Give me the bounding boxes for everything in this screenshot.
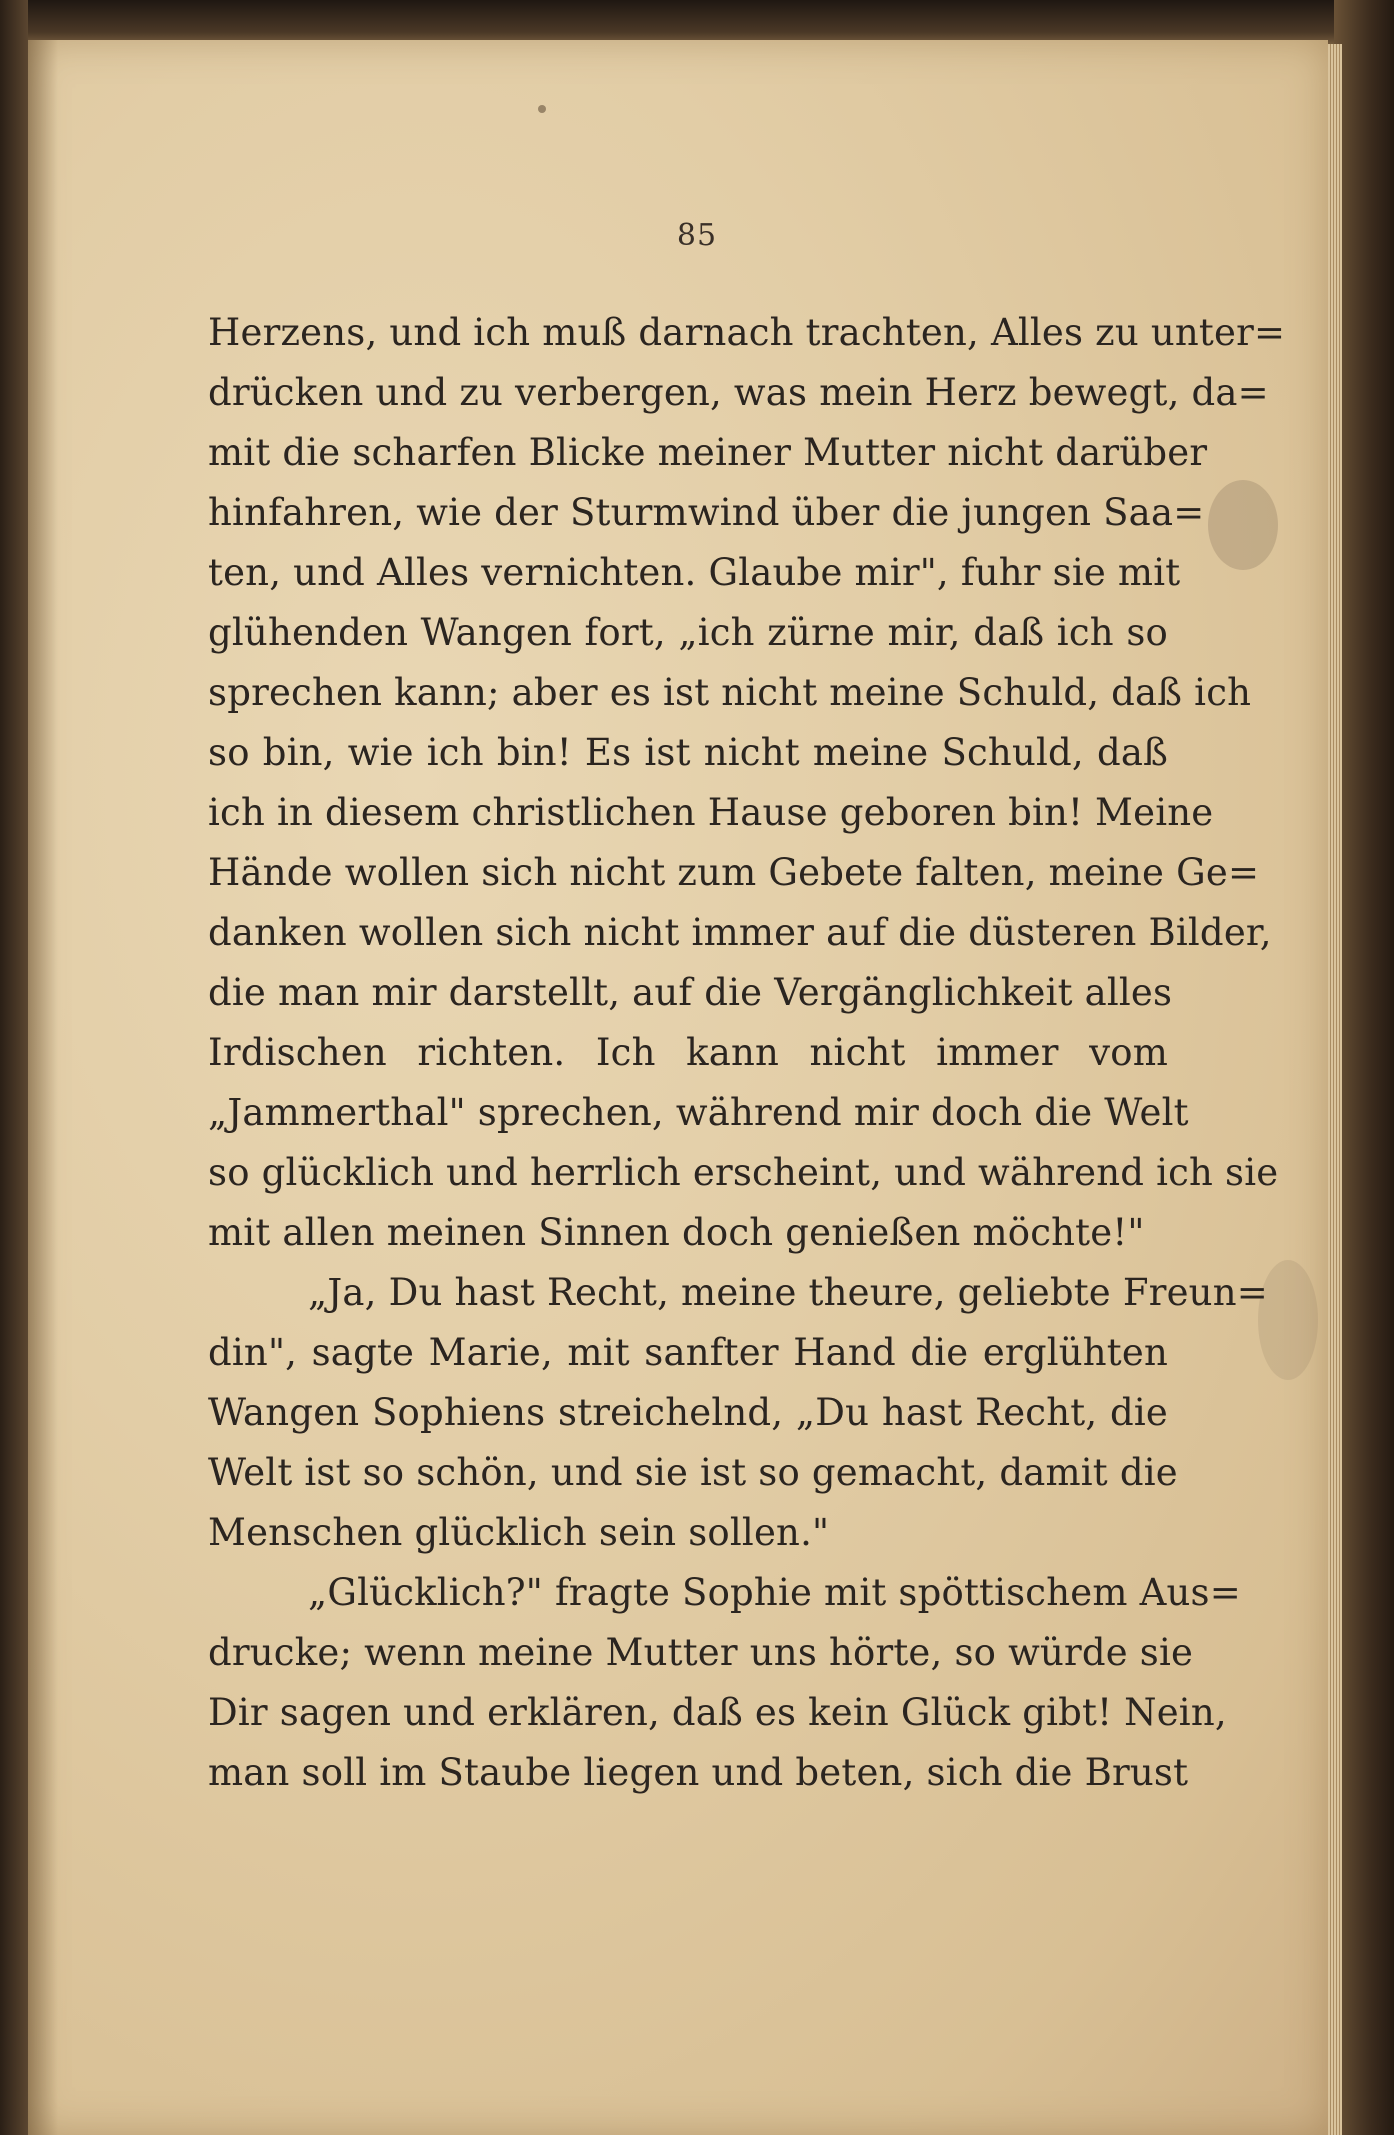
- text-line: so glücklich und herrlich erscheint, und während ich sie: [208, 1151, 1279, 1194]
- paper-speck: [538, 105, 546, 113]
- text-line: sprechen kann; aber es ist nicht meine Schuld, daß ich: [208, 671, 1252, 714]
- text-line: Menschen glücklich sein sollen.": [208, 1511, 830, 1554]
- text-line: Dir sagen und erklären, daß es kein Glück gibt! Nein,: [208, 1691, 1227, 1734]
- text-line: mit die scharfen Blicke meiner Mutter nicht darüber: [208, 431, 1208, 474]
- text-line: ten, und Alles vernichten. Glaube mir", fuhr sie mit: [208, 551, 1181, 594]
- page-stack-edges: [1328, 44, 1342, 2135]
- text-line: Welt ist so schön, und sie ist so gemacht, damit die: [208, 1451, 1178, 1494]
- text-line: Hände wollen sich nicht zum Gebete falten, meine Ge=: [208, 851, 1260, 894]
- page-text-block: [208, 303, 1286, 1803]
- text-line: hinfahren, wie der Sturmwind über die jungen Saa=: [208, 491, 1205, 534]
- text-line: „Ja, Du hast Recht, meine theure, geliebte Freun=: [308, 1271, 1268, 1314]
- text-line: die man mir darstellt, auf die Vergänglichkeit alles: [208, 971, 1173, 1014]
- text-line: mit allen meinen Sinnen doch genießen möchte!": [208, 1211, 1145, 1254]
- book-cover-left-edge: [0, 0, 28, 2135]
- text-line: „Glücklich?" fragte Sophie mit spöttischem Aus=: [308, 1571, 1241, 1614]
- text-line: Herzens, und ich muß darnach trachten, Alles zu unter=: [208, 311, 1286, 354]
- text-line: glühenden Wangen fort, „ich zürne mir, daß ich so: [208, 611, 1168, 654]
- text-line: ich in diesem christlichen Hause geboren bin! Meine: [208, 791, 1214, 834]
- text-line: man soll im Staube liegen und beten, sich die Brust: [208, 1751, 1189, 1794]
- page-gutter-shadow: [28, 40, 58, 2135]
- text-line: drücken und zu verbergen, was mein Herz bewegt, da=: [208, 371, 1269, 414]
- text-line: so bin, wie ich bin! Es ist nicht meine Schuld, daß: [208, 731, 1168, 774]
- paper-stain: [1208, 480, 1278, 570]
- book-cover-right-edge: [1334, 0, 1394, 2135]
- text-line: danken wollen sich nicht immer auf die düsteren Bilder,: [208, 911, 1272, 954]
- text-line: din", sagte Marie, mit sanfter Hand die erglühten: [208, 1331, 1168, 1374]
- page-number: 85: [676, 218, 718, 253]
- text-line: drucke; wenn meine Mutter uns hörte, so würde sie: [208, 1631, 1194, 1674]
- text-line: Wangen Sophiens streichelnd, „Du hast Recht, die: [208, 1391, 1168, 1434]
- text-line: Irdischen richten. Ich kann nicht immer vom: [208, 1031, 1168, 1074]
- text-line: „Jammerthal" sprechen, während mir doch die Welt: [208, 1091, 1189, 1134]
